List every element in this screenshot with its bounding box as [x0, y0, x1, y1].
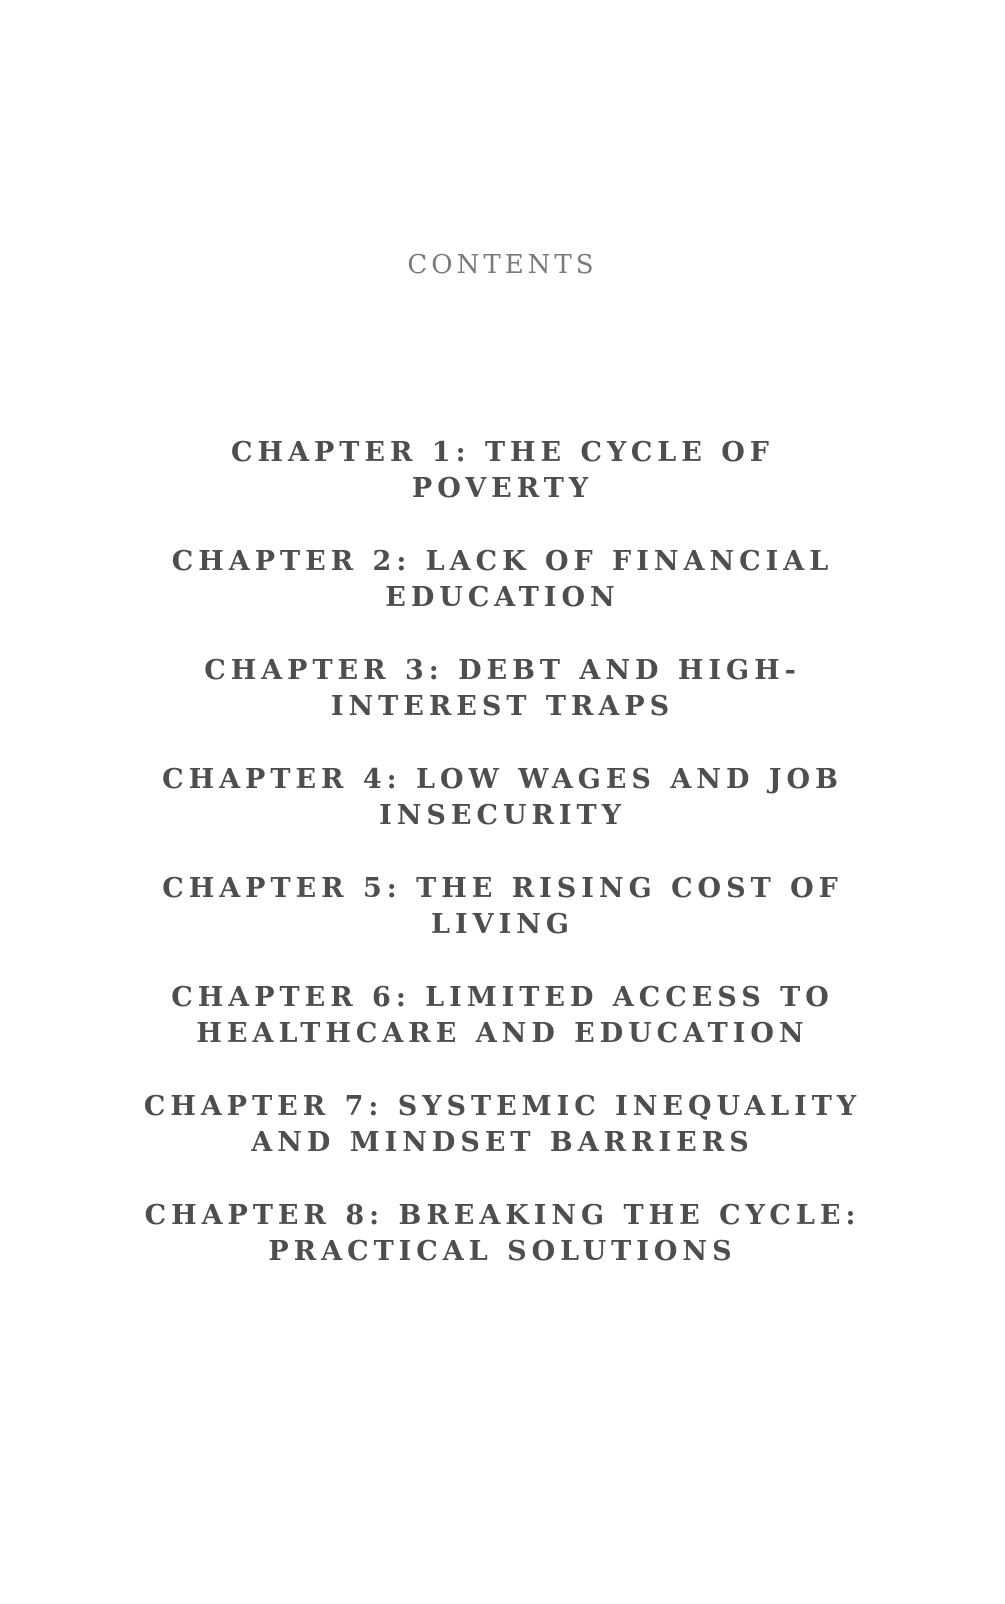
table-of-contents	[140, 435, 865, 1307]
toc-entry-chapter-3[interactable]: CHAPTER 3: DEBT AND HIGH-INTEREST TRAPS	[204, 655, 801, 722]
toc-entry-chapter-5[interactable]: CHAPTER 5: THE RISING COST OF LIVING	[162, 873, 843, 940]
toc-entry-chapter-8[interactable]: CHAPTER 8: BREAKING THE CYCLE: PRACTICAL SOLUTIONS	[144, 1200, 861, 1267]
toc-entry-chapter-6[interactable]: CHAPTER 6: LIMITED ACCESS TO HEALTHCARE AND EDUCATION	[171, 982, 834, 1049]
page-title: CONTENTS	[407, 250, 598, 281]
toc-entry-chapter-1[interactable]: CHAPTER 1: THE CYCLE OF POVERTY	[231, 437, 774, 504]
toc-entry-chapter-7[interactable]: CHAPTER 7: SYSTEMIC INEQUALITY AND MINDSET BARRIERS	[143, 1091, 862, 1158]
toc-entry-chapter-2[interactable]: CHAPTER 2: LACK OF FINANCIAL EDUCATION	[171, 546, 834, 613]
toc-entry-chapter-4[interactable]: CHAPTER 4: LOW WAGES AND JOB INSECURITY	[162, 764, 843, 831]
